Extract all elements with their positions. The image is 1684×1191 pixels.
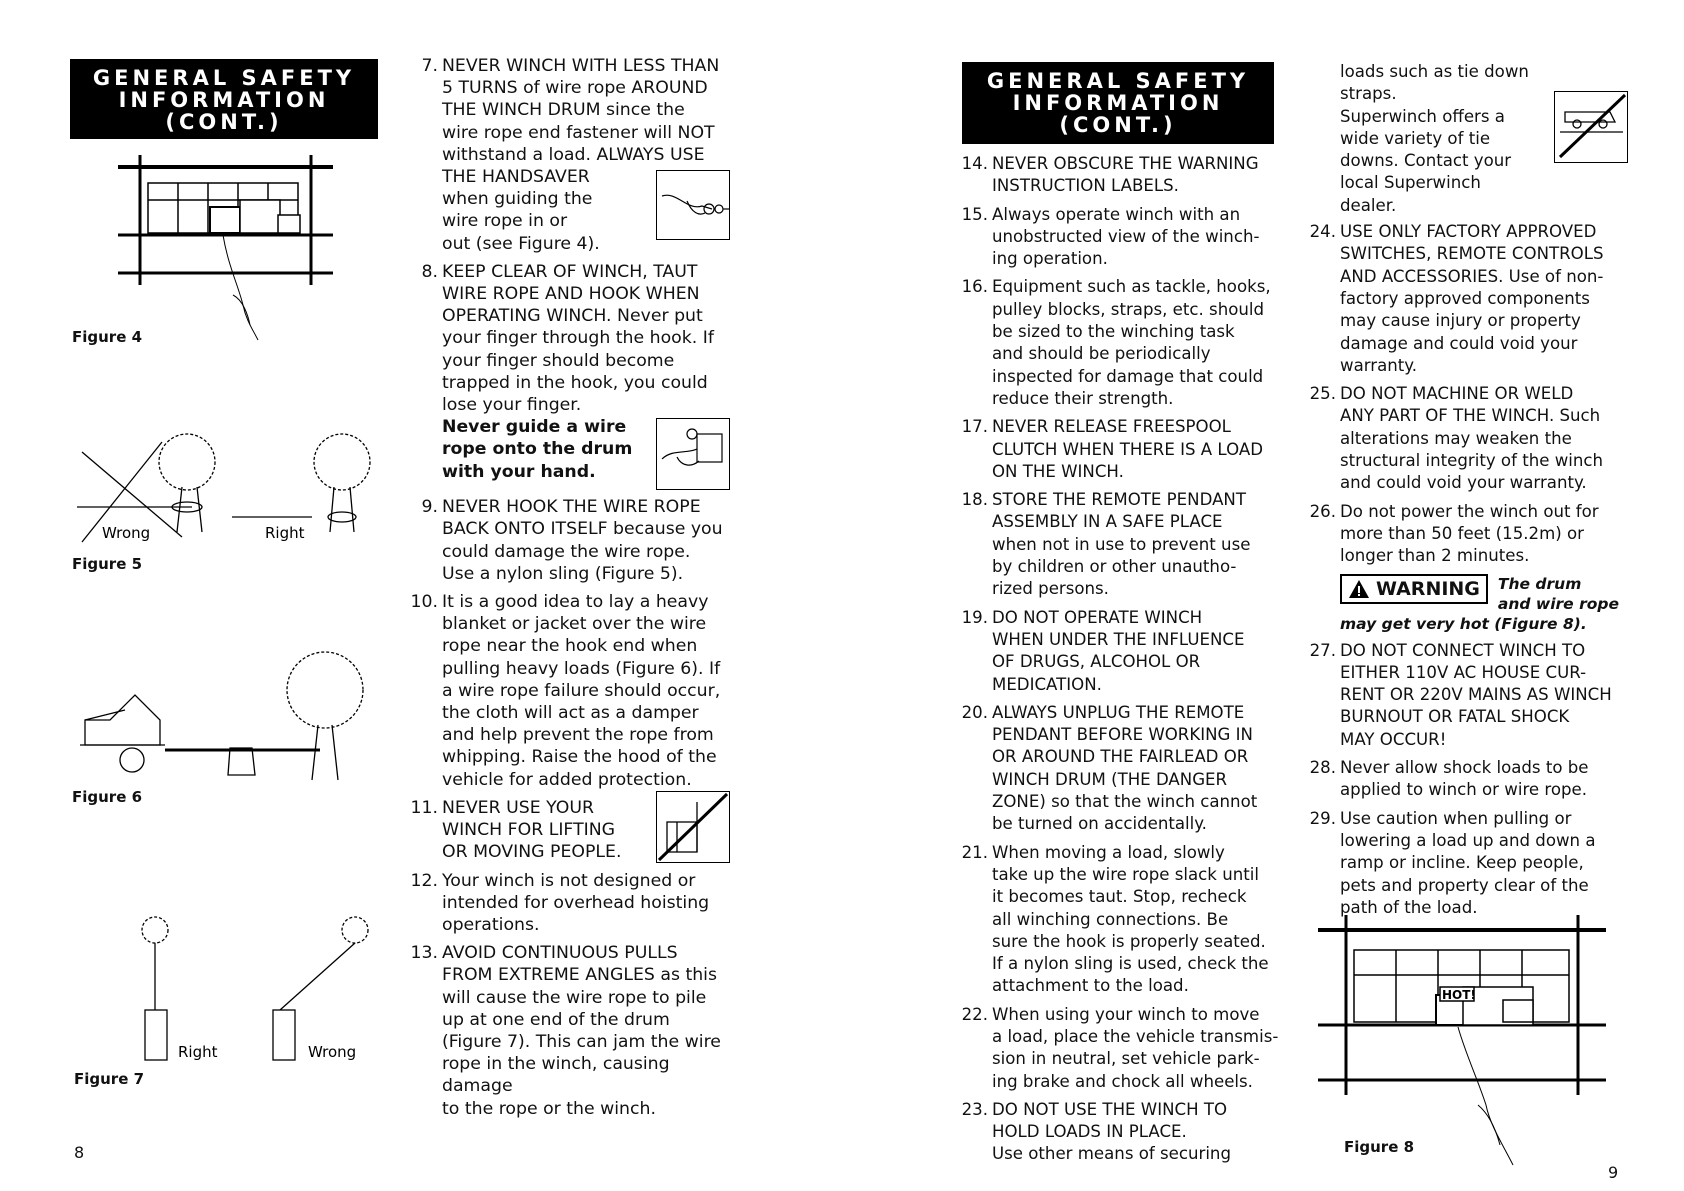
- list-item: [960, 276, 1280, 410]
- text-line: wire rope end fastener will NOT: [442, 122, 715, 143]
- header-line: INFORMATION: [1012, 91, 1224, 115]
- text-line: withstand a load. ALWAYS USE: [442, 144, 705, 165]
- text-line: rope in the winch, causing damage: [442, 1054, 670, 1097]
- warning-text-line: The drum: [1497, 574, 1582, 593]
- warning-label: WARNING: [1376, 577, 1480, 600]
- text-line: When moving a load, slowly: [992, 842, 1225, 862]
- text-line: FROM EXTREME ANGLES as this: [442, 965, 717, 986]
- text-line: NEVER WINCH WITH LESS THAN: [442, 56, 720, 76]
- warning-notice: [1308, 574, 1628, 634]
- item-text: [442, 591, 730, 791]
- text-line: be sized to the winching task: [992, 322, 1235, 342]
- item-text: [442, 870, 730, 937]
- list-item: [1308, 808, 1628, 919]
- list-item: [960, 607, 1280, 696]
- figure-6-illustration: [80, 650, 380, 790]
- list-item: [410, 261, 730, 490]
- text-line: Equipment such as tackle, hooks,: [992, 277, 1271, 297]
- text-line: ing brake and chock all wheels.: [992, 1071, 1253, 1091]
- text-line: It is a good idea to lay a heavy: [442, 592, 709, 613]
- text-line: a load, place the vehicle transmis-: [992, 1026, 1279, 1046]
- item-number: 10.: [410, 592, 438, 613]
- text-line: ZONE) so that the winch cannot: [992, 792, 1258, 812]
- item-text: [1340, 383, 1628, 494]
- bold-text-line: rope onto the drum: [442, 439, 633, 460]
- list-item: [960, 1004, 1280, 1093]
- hand-on-drum-icon: [656, 418, 730, 490]
- text-line: INSTRUCTION LABELS.: [992, 176, 1179, 196]
- item-number: 19.: [961, 607, 988, 627]
- header-line: (CONT.): [1059, 113, 1177, 137]
- item-number: 28.: [1309, 758, 1336, 778]
- text-line: NEVER HOOK THE WIRE ROPE: [442, 497, 701, 518]
- text-line: rope near the hook end when: [442, 636, 698, 657]
- item-number: 24.: [1309, 222, 1336, 242]
- text-line: alterations may weaken the: [1340, 428, 1572, 448]
- text-line: DO NOT OPERATE WINCH: [992, 607, 1203, 627]
- item-number: 7.: [421, 56, 438, 76]
- text-line: pets and property clear of the: [1340, 875, 1589, 895]
- list-item: [410, 870, 730, 937]
- text-line: whipping. Raise the hood of the: [442, 747, 717, 768]
- warning-text-line: and wire rope: [1497, 594, 1619, 613]
- text-line: applied to winch or wire rope.: [1340, 780, 1588, 800]
- text-line: inspected for damage that could: [992, 366, 1264, 386]
- text-line: downs. Contact your: [1340, 151, 1512, 171]
- text-line: STORE THE REMOTE PENDANT: [992, 490, 1246, 510]
- text-line: lowering a load up and down a: [1340, 830, 1596, 850]
- bold-text-line: with your hand.: [442, 461, 596, 482]
- item-text: [1340, 640, 1628, 751]
- text-line: MAY OCCUR!: [1340, 729, 1447, 749]
- text-line: attachment to the load.: [992, 976, 1189, 996]
- text-line: NEVER USE YOUR: [442, 797, 594, 818]
- item-number: 22.: [961, 1004, 988, 1024]
- item-text: [442, 496, 730, 585]
- text-line: a wire rope failure should occur,: [442, 680, 721, 701]
- text-line: NEVER OBSCURE THE WARNING: [992, 154, 1259, 173]
- no-lifting-people-icon: [656, 791, 730, 863]
- text-line: structural integrity of the winch: [1340, 451, 1604, 471]
- item-text: [442, 261, 730, 490]
- warning-text-tail: may get very hot (Figure 8).: [1340, 614, 1587, 633]
- item-text: [1340, 757, 1628, 802]
- text-line: when guiding the: [442, 189, 593, 210]
- item-text: [992, 607, 1280, 696]
- item-text: [1340, 221, 1628, 377]
- figure-7-label: Figure 7: [74, 1070, 145, 1088]
- continued-paragraph: [1308, 61, 1628, 217]
- text-line: will cause the wire rope to pile: [442, 987, 707, 1008]
- handsaver-icon: [656, 170, 730, 240]
- list-item: [1308, 501, 1628, 568]
- text-line: take up the wire rope slack until: [992, 864, 1259, 884]
- text-line: all winching connections. Be: [992, 909, 1229, 929]
- item-text: [992, 416, 1280, 483]
- text-line: pulling heavy loads (Figure 6). If: [442, 658, 721, 679]
- text-line: could damage the wire rope.: [442, 541, 691, 562]
- figure-5-right-label: Right: [265, 524, 305, 542]
- text-line: ASSEMBLY IN A SAFE PLACE: [992, 512, 1223, 532]
- text-line: to the rope or the winch.: [442, 1098, 656, 1119]
- text-line: be turned on accidentally.: [992, 814, 1207, 834]
- figure-4-label: Figure 4: [72, 328, 143, 346]
- right-section-header: [962, 62, 1274, 144]
- item-text: [992, 702, 1280, 836]
- list-item: [410, 797, 730, 864]
- text-line: dealer.: [1340, 195, 1397, 215]
- list-item: [960, 702, 1280, 836]
- figure-5-label: Figure 5: [72, 555, 143, 573]
- text-line: reduce their strength.: [992, 388, 1174, 408]
- text-line: path of the load.: [1340, 897, 1478, 917]
- right-text-column-2: [1308, 61, 1628, 925]
- text-line: ANY PART OF THE WINCH. Such: [1340, 406, 1601, 426]
- text-line: ramp or incline. Keep people,: [1340, 853, 1584, 873]
- list-item: [410, 496, 730, 585]
- text-line: NEVER RELEASE FREESPOOL: [992, 417, 1231, 437]
- item-number: 17.: [961, 417, 988, 437]
- item-number: 29.: [1309, 808, 1336, 828]
- text-line: Use a nylon sling (Figure 5).: [442, 563, 684, 584]
- text-line: HOLD LOADS IN PLACE.: [992, 1122, 1187, 1142]
- text-line: sion in neutral, set vehicle park-: [992, 1049, 1260, 1069]
- text-line: pulley blocks, straps, etc. should: [992, 299, 1265, 319]
- text-line: warranty.: [1340, 355, 1418, 375]
- text-line: THE HANDSAVER: [442, 167, 590, 188]
- item-number: 13.: [410, 943, 438, 964]
- text-line: may cause injury or property: [1340, 311, 1581, 331]
- item-number: 11.: [410, 797, 438, 818]
- text-line: vehicle for added protection.: [442, 769, 692, 790]
- text-line: wire rope in or: [442, 211, 568, 232]
- text-line: your finger through the hook. If: [442, 328, 714, 349]
- text-line: and could void your warranty.: [1340, 473, 1587, 493]
- figure-7-wrong-label: Wrong: [308, 1043, 357, 1061]
- text-line: intended for overhead hoisting: [442, 892, 710, 913]
- text-line: THE WINCH DRUM since the: [442, 100, 685, 121]
- text-line: operations.: [442, 914, 540, 935]
- figure-7-illustration: [130, 915, 390, 1065]
- header-line: GENERAL SAFETY: [92, 66, 356, 90]
- text-line: DO NOT MACHINE OR WELD: [1340, 384, 1574, 404]
- list-item: [410, 55, 730, 255]
- text-line: rized persons.: [992, 579, 1109, 599]
- text-line: RENT OR 220V MAINS AS WINCH: [1340, 685, 1612, 705]
- item-number: 16.: [961, 277, 988, 297]
- text-line: WINCH FOR LIFTING: [442, 820, 616, 841]
- list-item: [960, 489, 1280, 600]
- text-line: OPERATING WINCH. Never put: [442, 306, 703, 327]
- list-item: [960, 416, 1280, 483]
- text-line: KEEP CLEAR OF WINCH, TAUT: [442, 261, 698, 282]
- text-line: BURNOUT OR FATAL SHOCK: [1340, 707, 1570, 727]
- text-line: Never allow shock loads to be: [1340, 758, 1589, 778]
- text-line: ing operation.: [992, 249, 1108, 269]
- text-line: CLUTCH WHEN THERE IS A LOAD: [992, 439, 1263, 459]
- text-line: and help prevent the rope from: [442, 725, 714, 746]
- list-item: [960, 153, 1280, 198]
- header-line: (CONT.): [165, 110, 283, 134]
- item-number: 27.: [1309, 640, 1336, 660]
- text-line: loads such as tie down straps.: [1340, 62, 1529, 104]
- text-line: sure the hook is properly seated.: [992, 931, 1266, 951]
- text-line: damage and could void your: [1340, 333, 1578, 353]
- text-line: up at one end of the drum: [442, 1009, 670, 1030]
- figure-8-illustration: [1318, 915, 1608, 1175]
- list-item: [960, 204, 1280, 271]
- text-line: ON THE WINCH.: [992, 461, 1124, 481]
- list-item: [1308, 640, 1628, 751]
- text-line: When using your winch to move: [992, 1004, 1260, 1024]
- text-line: the cloth will act as a damper: [442, 703, 699, 724]
- text-line: Your winch is not designed or: [442, 870, 696, 891]
- text-line: DO NOT USE THE WINCH TO: [992, 1099, 1228, 1119]
- item-text: [992, 204, 1280, 271]
- item-number: 12.: [410, 870, 438, 891]
- text-line: Use other means of securing: [992, 1144, 1231, 1164]
- item-text: [992, 489, 1280, 600]
- item-number: 21.: [961, 842, 988, 862]
- text-line: and should be periodically: [992, 344, 1211, 364]
- text-line: factory approved components: [1340, 288, 1590, 308]
- list-item: [960, 842, 1280, 998]
- text-line: by children or other unautho-: [992, 557, 1237, 577]
- item-text: [442, 797, 730, 864]
- text-line: blanket or jacket over the wire: [442, 614, 707, 635]
- item-number: 15.: [961, 204, 988, 224]
- item-number: 18.: [961, 490, 988, 510]
- text-line: SWITCHES, REMOTE CONTROLS: [1340, 244, 1604, 264]
- text-line: OR MOVING PEOPLE.: [442, 842, 622, 863]
- text-line: USE ONLY FACTORY APPROVED: [1340, 222, 1597, 242]
- text-line: PENDANT BEFORE WORKING IN: [992, 725, 1253, 745]
- text-line: Always operate winch with an: [992, 204, 1241, 224]
- list-item: [960, 1099, 1280, 1166]
- item-text: [1340, 808, 1628, 919]
- header-line: GENERAL SAFETY: [986, 69, 1250, 93]
- text-line: AND ACCESSORIES. Use of non-: [1340, 266, 1604, 286]
- text-line: MEDICATION.: [992, 674, 1102, 694]
- text-line: trapped in the hook, you could: [442, 372, 708, 393]
- text-line: WINCH DRUM (THE DANGER: [992, 769, 1228, 789]
- bold-text-line: Never guide a wire: [442, 417, 627, 438]
- text-line: OF DRUGS, ALCOHOL OR: [992, 652, 1201, 672]
- text-line: when not in use to prevent use: [992, 534, 1251, 554]
- left-text-column: [410, 55, 730, 1126]
- warning-triangle-icon: [1348, 579, 1370, 599]
- tie-down-straps-icon: [1554, 91, 1628, 163]
- figure-7-right-label: Right: [178, 1043, 218, 1061]
- left-section-header: [70, 59, 378, 139]
- list-item: [410, 942, 730, 1120]
- item-text: [1340, 501, 1628, 568]
- figure-5-wrong-label: Wrong: [102, 524, 151, 542]
- item-text: [442, 55, 730, 255]
- text-line: WHEN UNDER THE INFLUENCE: [992, 629, 1245, 649]
- text-line: BACK ONTO ITSELF because you: [442, 519, 723, 540]
- text-line: AVOID CONTINUOUS PULLS: [442, 943, 678, 964]
- figure-4-illustration: [118, 155, 338, 345]
- text-line: wide variety of tie: [1340, 128, 1491, 148]
- list-item: [1308, 383, 1628, 494]
- text-line: lose your finger.: [442, 395, 582, 416]
- text-line: local Superwinch: [1340, 173, 1481, 193]
- text-line: out (see Figure 4).: [442, 233, 600, 254]
- text-line: longer than 2 minutes.: [1340, 546, 1530, 566]
- text-line: WIRE ROPE AND HOOK WHEN: [442, 284, 700, 305]
- figure-5-illustration: [72, 432, 392, 547]
- item-text: [442, 942, 730, 1120]
- item-text: [992, 842, 1280, 998]
- item-number: 25.: [1309, 384, 1336, 404]
- item-number: 20.: [961, 702, 988, 722]
- header-line: INFORMATION: [118, 88, 330, 112]
- text-line: OR AROUND THE FAIRLEAD OR: [992, 747, 1249, 767]
- warning-badge: [1340, 574, 1488, 604]
- text-line: Do not power the winch out for: [1340, 501, 1599, 521]
- text-line: EITHER 110V AC HOUSE CUR-: [1340, 662, 1587, 682]
- item-text: [992, 276, 1280, 410]
- list-item: [1308, 757, 1628, 802]
- text-line: it becomes taut. Stop, recheck: [992, 887, 1247, 907]
- list-item: [1308, 221, 1628, 377]
- item-text: [992, 1004, 1280, 1093]
- text-line: unobstructed view of the winch-: [992, 226, 1260, 246]
- text-line: (Figure 7). This can jam the wire: [442, 1031, 721, 1052]
- text-line: your finger should become: [442, 350, 675, 371]
- warning-text-head: [1498, 574, 1619, 614]
- item-text: [992, 153, 1280, 198]
- text-line: more than 50 feet (15.2m) or: [1340, 523, 1584, 543]
- text-line: Superwinch offers a: [1340, 106, 1505, 126]
- text-line: ALWAYS UNPLUG THE REMOTE: [992, 702, 1245, 722]
- figure-8-hot-label: HOT!: [1442, 988, 1476, 1002]
- text-line: If a nylon sling is used, check the: [992, 954, 1269, 974]
- item-number: 8.: [421, 261, 438, 282]
- list-item: [410, 591, 730, 791]
- text-line: 5 TURNS of wire rope AROUND: [442, 78, 708, 99]
- item-number: 23.: [961, 1099, 988, 1119]
- text-line: Use caution when pulling or: [1340, 808, 1572, 828]
- figure-6-label: Figure 6: [72, 788, 143, 806]
- page-number-right: 9: [1608, 1163, 1619, 1182]
- item-number: 9.: [421, 497, 438, 518]
- right-text-column-1: [960, 153, 1280, 1172]
- item-number: 14.: [961, 154, 988, 173]
- figure-8-label: Figure 8: [1344, 1138, 1415, 1156]
- item-number: 26.: [1309, 501, 1336, 521]
- item-text: [992, 1099, 1280, 1166]
- text-line: DO NOT CONNECT WINCH TO: [1340, 640, 1586, 660]
- page-number-left: 8: [74, 1143, 85, 1162]
